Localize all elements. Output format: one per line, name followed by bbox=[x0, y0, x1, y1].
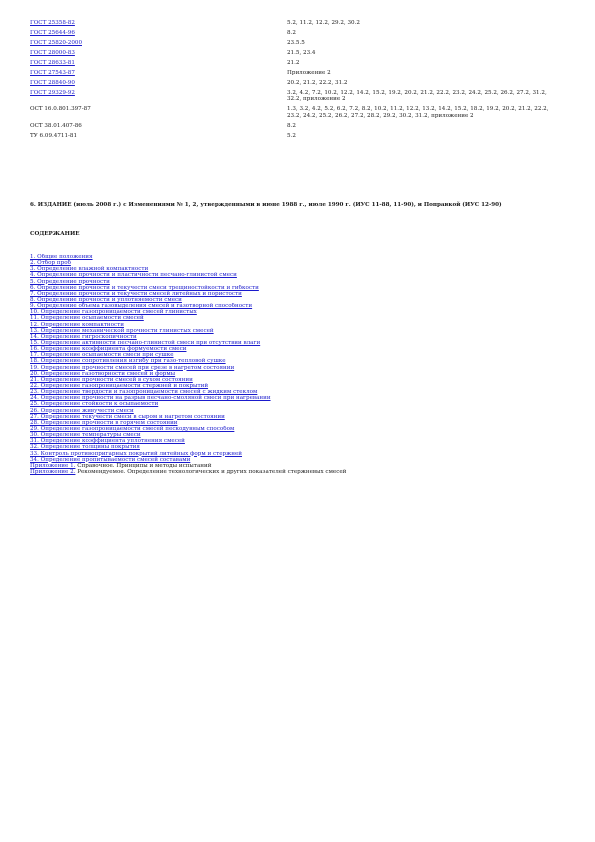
toc-link[interactable]: 5. Определение прочности bbox=[30, 278, 110, 285]
reference-row bbox=[30, 106, 560, 123]
toc-link[interactable]: 15. Определение активности песчано-глинистой смеси при отсутствии влаги bbox=[30, 339, 261, 346]
appendix-title: Справочное. Принципы и методы испытаний bbox=[75, 462, 212, 469]
toc-link[interactable]: 16. Определение коэффициента формуемости смеси bbox=[30, 346, 187, 353]
toc-link[interactable]: 4. Определение прочности и пластичности песчано-глинистой смеси bbox=[30, 272, 237, 279]
reference-row bbox=[30, 60, 560, 70]
toc-link[interactable]: 3. Определение влажной компактности bbox=[30, 266, 149, 273]
toc-link[interactable]: 23. Определение твердости и газопроницаемости смесей с жидким стеклом bbox=[30, 389, 258, 396]
reference-doc[interactable]: ГОСТ 28840-90 bbox=[30, 79, 75, 86]
appendix-title: Рекомендуемое. Определение технологических и других показателей стержневых смесей bbox=[75, 468, 347, 475]
toc-link[interactable]: 11. Определение осыпаемости смесей bbox=[30, 315, 144, 322]
toc-link[interactable]: 29. Определение газопроницаемости смесей пескодувным способом bbox=[30, 425, 235, 432]
toc-link[interactable]: 34. Определение пропитываемости смесей составами bbox=[30, 456, 191, 463]
reference-row bbox=[30, 123, 560, 133]
reference-row bbox=[30, 70, 560, 80]
toc-link[interactable]: 6. Определение прочности и текучести смеси трещиностойкости и гибкости bbox=[30, 284, 259, 291]
reference-doc[interactable]: ГОСТ 25644-96 bbox=[30, 29, 75, 36]
toc-link[interactable]: 27. Определение текучести смеси в сыром и нагретом состоянии bbox=[30, 413, 225, 420]
normative-references-table bbox=[30, 20, 560, 140]
reference-items: Приложение 2 bbox=[287, 69, 331, 76]
reference-items: 1.3, 3.2, 4.2, 5.2, 6.2, 7.2, 8.2, 10.2, 11.2, 12.2, 13.2, 14.2, 15.2, 18.2, 19.2, 20.2, 21.2, 22.2, 23.2, 24.2, 25.2, 26.2, 27.2, 28.2, 29.2, 30.2, 31.2, приложение 2 bbox=[287, 106, 549, 120]
reference-doc[interactable]: ГОСТ 27543-87 bbox=[30, 69, 75, 76]
toc-link[interactable]: 12. Определение компактности bbox=[30, 321, 124, 328]
reference-doc[interactable]: ГОСТ 28000-83 bbox=[30, 49, 75, 56]
reference-items: 8.2 bbox=[287, 123, 296, 130]
toc-link[interactable]: 30. Определение температуры смеси bbox=[30, 432, 141, 439]
toc-link[interactable]: 1. Общие положения bbox=[30, 254, 93, 260]
toc-link[interactable]: 18. Определение сопротивления изгибу при газо-тепловой сушке bbox=[30, 358, 226, 365]
toc-link[interactable]: 26. Определение живучести смеси bbox=[30, 407, 134, 414]
toc-link[interactable]: 14. Определение гигроскопичности bbox=[30, 333, 137, 340]
toc-link[interactable]: 2. Отбор проб bbox=[30, 260, 71, 267]
toc-link[interactable]: 32. Определение толщины покрытия bbox=[30, 444, 140, 451]
toc-link[interactable]: 20. Определение газотворности смесей и формы bbox=[30, 370, 176, 377]
reference-doc[interactable]: ГОСТ 25358-82 bbox=[30, 20, 75, 26]
edition-note: 6. ИЗДАНИЕ (июль 2008 г.) с Изменениями № 1, 2, утвержденными в июне 1988 г., июле 1990 г. (ИУС 11-88, 11-90), и Поправкой (ИУС 12-90) bbox=[30, 202, 502, 208]
toc-link[interactable]: 28. Определение прочности в горячем состоянии bbox=[30, 419, 178, 426]
reference-items: 5.2, 11.2, 12.2, 29.2, 30.2 bbox=[287, 20, 360, 26]
reference-doc[interactable]: ГОСТ 25820-2000 bbox=[30, 39, 82, 46]
reference-items: 21.2 bbox=[287, 59, 300, 66]
reference-row bbox=[30, 90, 560, 107]
toc-link[interactable]: 13. Определение механической прочности глинистых смесей bbox=[30, 327, 214, 334]
toc-link[interactable]: 8. Определение прочности и уплотняемости смеси bbox=[30, 296, 182, 303]
toc-link[interactable]: 21. Определение прочности смесей в сухом состоянии bbox=[30, 376, 193, 383]
reference-items: 5.2 bbox=[287, 133, 296, 140]
toc-link[interactable]: 33. Контроль противопригарных покрытий литейных форм и стержней bbox=[30, 450, 243, 457]
appendix-link[interactable]: Приложение 2. bbox=[30, 468, 76, 475]
reference-row bbox=[30, 40, 560, 50]
toc-link[interactable]: 9. Определение объема газовыделения смесей и газотворной способности bbox=[30, 303, 253, 310]
toc-heading: СОДЕРЖАНИЕ bbox=[30, 231, 80, 237]
reference-items: 21.5, 23.4 bbox=[287, 49, 316, 56]
toc-link[interactable]: 25. Определение стойкости к осыпаемости bbox=[30, 401, 159, 408]
appendix-link[interactable]: Приложение 1. bbox=[30, 462, 76, 469]
reference-row bbox=[30, 30, 560, 40]
reference-row bbox=[30, 80, 560, 90]
references-body bbox=[30, 20, 560, 140]
reference-row bbox=[30, 133, 560, 140]
reference-row bbox=[30, 20, 560, 30]
reference-items: 3.2, 4.2, 7.2, 10.2, 12.2, 14.2, 15.2, 19.2, 20.2, 21.2, 22.2, 23.2, 24.2, 25.2, 26.2, 27.2, 31.2, 32.2, приложение 2 bbox=[287, 89, 547, 103]
toc-link[interactable]: 22. Определение газопроницаемости стержней и покрытий bbox=[30, 382, 209, 389]
toc-link[interactable]: 31. Определение коэффициента уплотнения смесей bbox=[30, 438, 185, 445]
appendix-item bbox=[30, 469, 570, 475]
toc-link[interactable]: 7. Определение прочности и текучести смесей литейных и пористости bbox=[30, 290, 242, 297]
reference-items: 8.2 bbox=[287, 29, 296, 36]
toc-link[interactable]: 10. Определение газопроницаемости смесей глинистых bbox=[30, 309, 197, 316]
reference-doc: ОСТ 38.01.407-86 bbox=[30, 123, 82, 130]
table-of-contents bbox=[30, 254, 570, 475]
toc-link[interactable]: 24. Определение прочности на разрыв песчано-смоляной смеси при нагревании bbox=[30, 395, 271, 402]
reference-items: 20.2, 21.2, 22.2, 31.2 bbox=[287, 79, 348, 86]
toc-link[interactable]: 17. Определение осыпаемости смеси при сушке bbox=[30, 352, 174, 359]
toc-link[interactable]: 19. Определение прочности смесей при срезе в нагретом состоянии bbox=[30, 364, 235, 371]
reference-items: 23.5.5 bbox=[287, 39, 305, 46]
reference-row bbox=[30, 50, 560, 60]
reference-doc[interactable]: ГОСТ 29329-92 bbox=[30, 89, 75, 96]
reference-doc[interactable]: ГОСТ 28633-81 bbox=[30, 59, 75, 66]
reference-doc: ОСТ 16.0.801.397-87 bbox=[30, 106, 91, 113]
reference-doc: ТУ 6.09.4711-81 bbox=[30, 133, 78, 140]
